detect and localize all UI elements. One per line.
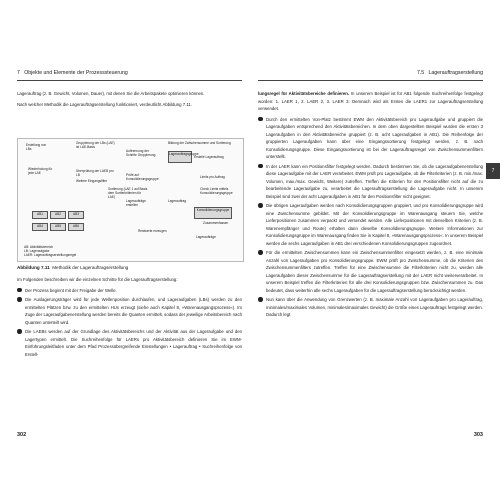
fig-label: Überprüfung der LAEB pro LB [76,169,114,177]
bullet-item: Die übrigen Lageraufgaben werden nach Konsolidierungsgruppen gruppiert, und pro Konsolidierungsgruppe wird eine Zwischensumme gebildet. Mit der Konsolidierungsgruppe im Warenausgang steuern Sie, welche Lieferpositionen zusammen verpackt und versendet werden. Alle Lieferpositionen mit denselben Kriterien (z. B. Warenempfänger und Route) erhalten dann dieselbe Konsolidierungsgruppe. Weitere Informationen zur Konsolidierungsgruppe im Warenausgang finden Sie in Kapitel 8, »Warenausgangsprozess«. In unserem Beispiel werden die sechs Lageraufgaben in AB1 drei verschiedenen Konsolidierungsgruppen zugeordnet. [258,202,483,247]
fig-label: Lageraufträge erstellen [126,199,146,207]
fig-legend: LB: Lageraufgabe [24,249,50,253]
fig-label: Restwerte erzeugen [138,229,167,233]
bullet-item: Die LAEBs werden auf der Grundlage des Aktivitätsbereichs und der Aktivität aus der Lageraufgabe und den Lagertypen ermittelt. Die Suchreihenfolge für LAERs pro Aktivitätsbereich definieren Sie im EWM-Einführungsleitfaden unter dem Pfad Prozessübergreifende Einstellungen • Lagerauftrag • Suchreihenfolge von Erstell- [17,328,242,358]
running-header [17,68,242,81]
chapter-number: 7 [17,70,20,76]
fig-label: Erstelle Lagerauftrag [194,155,224,159]
fig-box-ab: AB6 [68,223,84,231]
figure-caption [17,265,128,270]
chapter-title: Objekte und Elemente der Prozesssteuerung [24,70,128,76]
fig-label: Lagerauftrag [168,199,187,203]
chapter-tab: 7 [486,163,500,179]
body-text [258,90,483,321]
page-number: 302 [17,432,27,438]
fig-box-ab: AB5 [50,223,66,231]
fig-label: Gruppierung der LBs (LAE) ist LAE-Basis [76,141,115,149]
section-title: Lagerauftragserstellung [428,70,483,76]
right-page [258,68,483,438]
bullet-icon [258,117,263,122]
fig-label: Sortierung (LAE 1 auf Basis dem Sortierkritierien für LAE) [108,187,148,199]
fig-label: Prüfe auf Konsolidierungsgruppe [126,173,159,181]
fig-legend: LAER: Lagerauftragserstellungsregel [24,253,77,257]
intro-text [17,90,242,111]
fig-label: Weitere Eingangsfilter [76,179,108,183]
left-page [17,68,242,438]
lead-paragraph: lungsregel für Aktivitätsbereiche definieren. In unserem Beispiel ist für AB1 folgende Suchreihenfolge festgelegt worden: 1. LAER 1, 2. LAER 2, 3. LAER 3. Demnach wird als Erstes die LAER1 zur Lagerauftragserstellung verwendet. [258,91,484,111]
fig-label: Wiederholung für jede LAE [28,167,53,175]
fig-box: Konsolidierungsgruppe [194,207,232,219]
fig-box-ab: AB3 [68,211,84,219]
bullet-item: Für die ermittelten Zwischensummen kann ein Zwischensummenfilter eingesetzt werden, z. B. eine minimale Anzahl von Lageraufgaben pro Konsolidierungsgruppe. EWM prüft pro Zwischensumme, ob die Kriterien des Zwischensummenfilters zutreffen. Treffen für eine Zwischensumme die Filterkriterien nicht zu, werden alle Lageraufgaben dieser Zwischensumme für die Lagerauftragserstellung mit der LAER nicht weiterverarbeitet. In unserem Beispiel treffen die Filterkriterien für alle drei Konsolidierungsgruppen bzw. Zwischensummen zu. Das bedeutet, dass weiterhin alle sechs Lageraufgaben für die Lagerauftragserstellung berücksichtigt werden. [258,249,483,294]
bullet-item: Nun kann über die Anwendung von Grenzwerten (z. B. maximale Anzahl von Lageraufgaben pro Lagerauftrag, minimales/maximales Volumen, minimales/maximales Gewicht) die Größe eines Lagerauftrags festgelegt werden. Dadurch legt [258,296,483,319]
bullet-icon [258,297,263,302]
fig-box: Lagerauftragsgruppe [168,151,192,163]
fig-label: Zusammenfassen [203,221,229,225]
fig-label: Auftrennung der Schritte Gruppierung [126,149,156,157]
figure-diagram [17,138,244,262]
fig-label: Lageraufträge [196,235,216,239]
caption-label: Abbildung 7.11 [17,265,50,270]
bullet-item: Der Prozess beginnt mit der Freigabe der Welle. [17,287,242,295]
bullet-icon [258,203,263,208]
bullet-item: Durch den ermittelten Von-Platz bestimmt EWM den Aktivitätsbereich pro Lageraufgabe und gruppiert die Lageraufgaben entsprechend den Aktivitätsbereichen. In dem oben dargestellten Beispiel wurden die ersten 3 Lageraufgaben in den Aktivitätsbereiche gruppiert (z. B. acht Lageraufgaben in AB1). Die Reihenfolge der gruppierten Lageraufgaben kann über eine Eingangssortierung festgelegt werden, z. B. nach Konsolidierungsgruppe. Diese Eingangssortierung ist bei der Lagerauftragsregel von Zwischensummenfiltern unterstellt. [258,116,483,161]
fig-label: Erstellung von LBs [26,143,47,151]
fig-label: Bildung der Zwischensumme und Sortierung [168,141,231,145]
bullet-icon [258,250,263,255]
caption-text: Methodik der Lagerauftragserstellung [52,265,129,270]
fig-label: Limits pro Auftrag [200,175,225,179]
fig-legend: AB: Aktivitätsbereich [24,245,54,249]
fig-box-ab: AB2 [50,211,66,219]
intro-paragraph-2: Nach welcher Methodik die Lagerauftragserstellung funktioniert, verdeutlicht Abbildung 7.11. [17,101,193,107]
page-number: 303 [473,432,483,438]
bullet-item: Die Auslagerungsträger wird für jede Wellenposition durchlaufen, und Lageraufgaben (LBs) werden zu den ermittelten Plätzen bzw. zu den ermittelten HUs erzeugt (siehe auch Kapitel 8, »Warenausgangsprozess«). Im Zuge der Lageraufgabenerstellung werden bereits die Quanten ermittelt, sodass der jeweilige Arbeitsbereich nach Quanten unterteilt wird. [17,296,242,326]
bullet-icon [17,329,22,334]
fig-label: Check Limits mittels Konsolidierungsgruppe [200,187,233,195]
bullet-icon [17,297,22,302]
lead-paragraph: Im Folgenden beschreiben wir die einzelnen Schritte für die Lagerauftragserstellung: [17,277,178,282]
fig-box-ab: AB4 [32,223,48,231]
running-header [258,68,483,81]
fig-box-ab: AB1 [32,211,48,219]
bullet-icon [17,288,22,293]
bullet-icon [258,164,263,169]
section-number: 7.5 [416,70,425,76]
bullet-item: In der LAER kann ein Positionsfilter festgelegt werden. Dadurch bestimmen Sie, ob die Lageraufgabenerstellung diese Lageraufgabe mit der LAER verarbeitet. EWM prüft pro Lageraufgabe, ob die Filterkriterien (z. B. min./max. Volumen, max./max. Gewicht, Weitere) zutreffen. Treffen die Kriterien für den Positionsfilter nicht auf die zu bearbeitende Lageraufgabe zu, verarbeitet die Lagerauftragserstellung die Lageraufgabe nicht. In unserem Beispiel sind zwei der acht Lageraufgaben in AB1 für den Positionsfilter nicht geeignet. [258,163,483,201]
intro-paragraph: Lagerauftrag (z. B. Gewicht, Volumen, Dauer), mit denen Sie die Arbeitspakete optimieren können. [17,91,205,96]
body-text [17,276,242,360]
